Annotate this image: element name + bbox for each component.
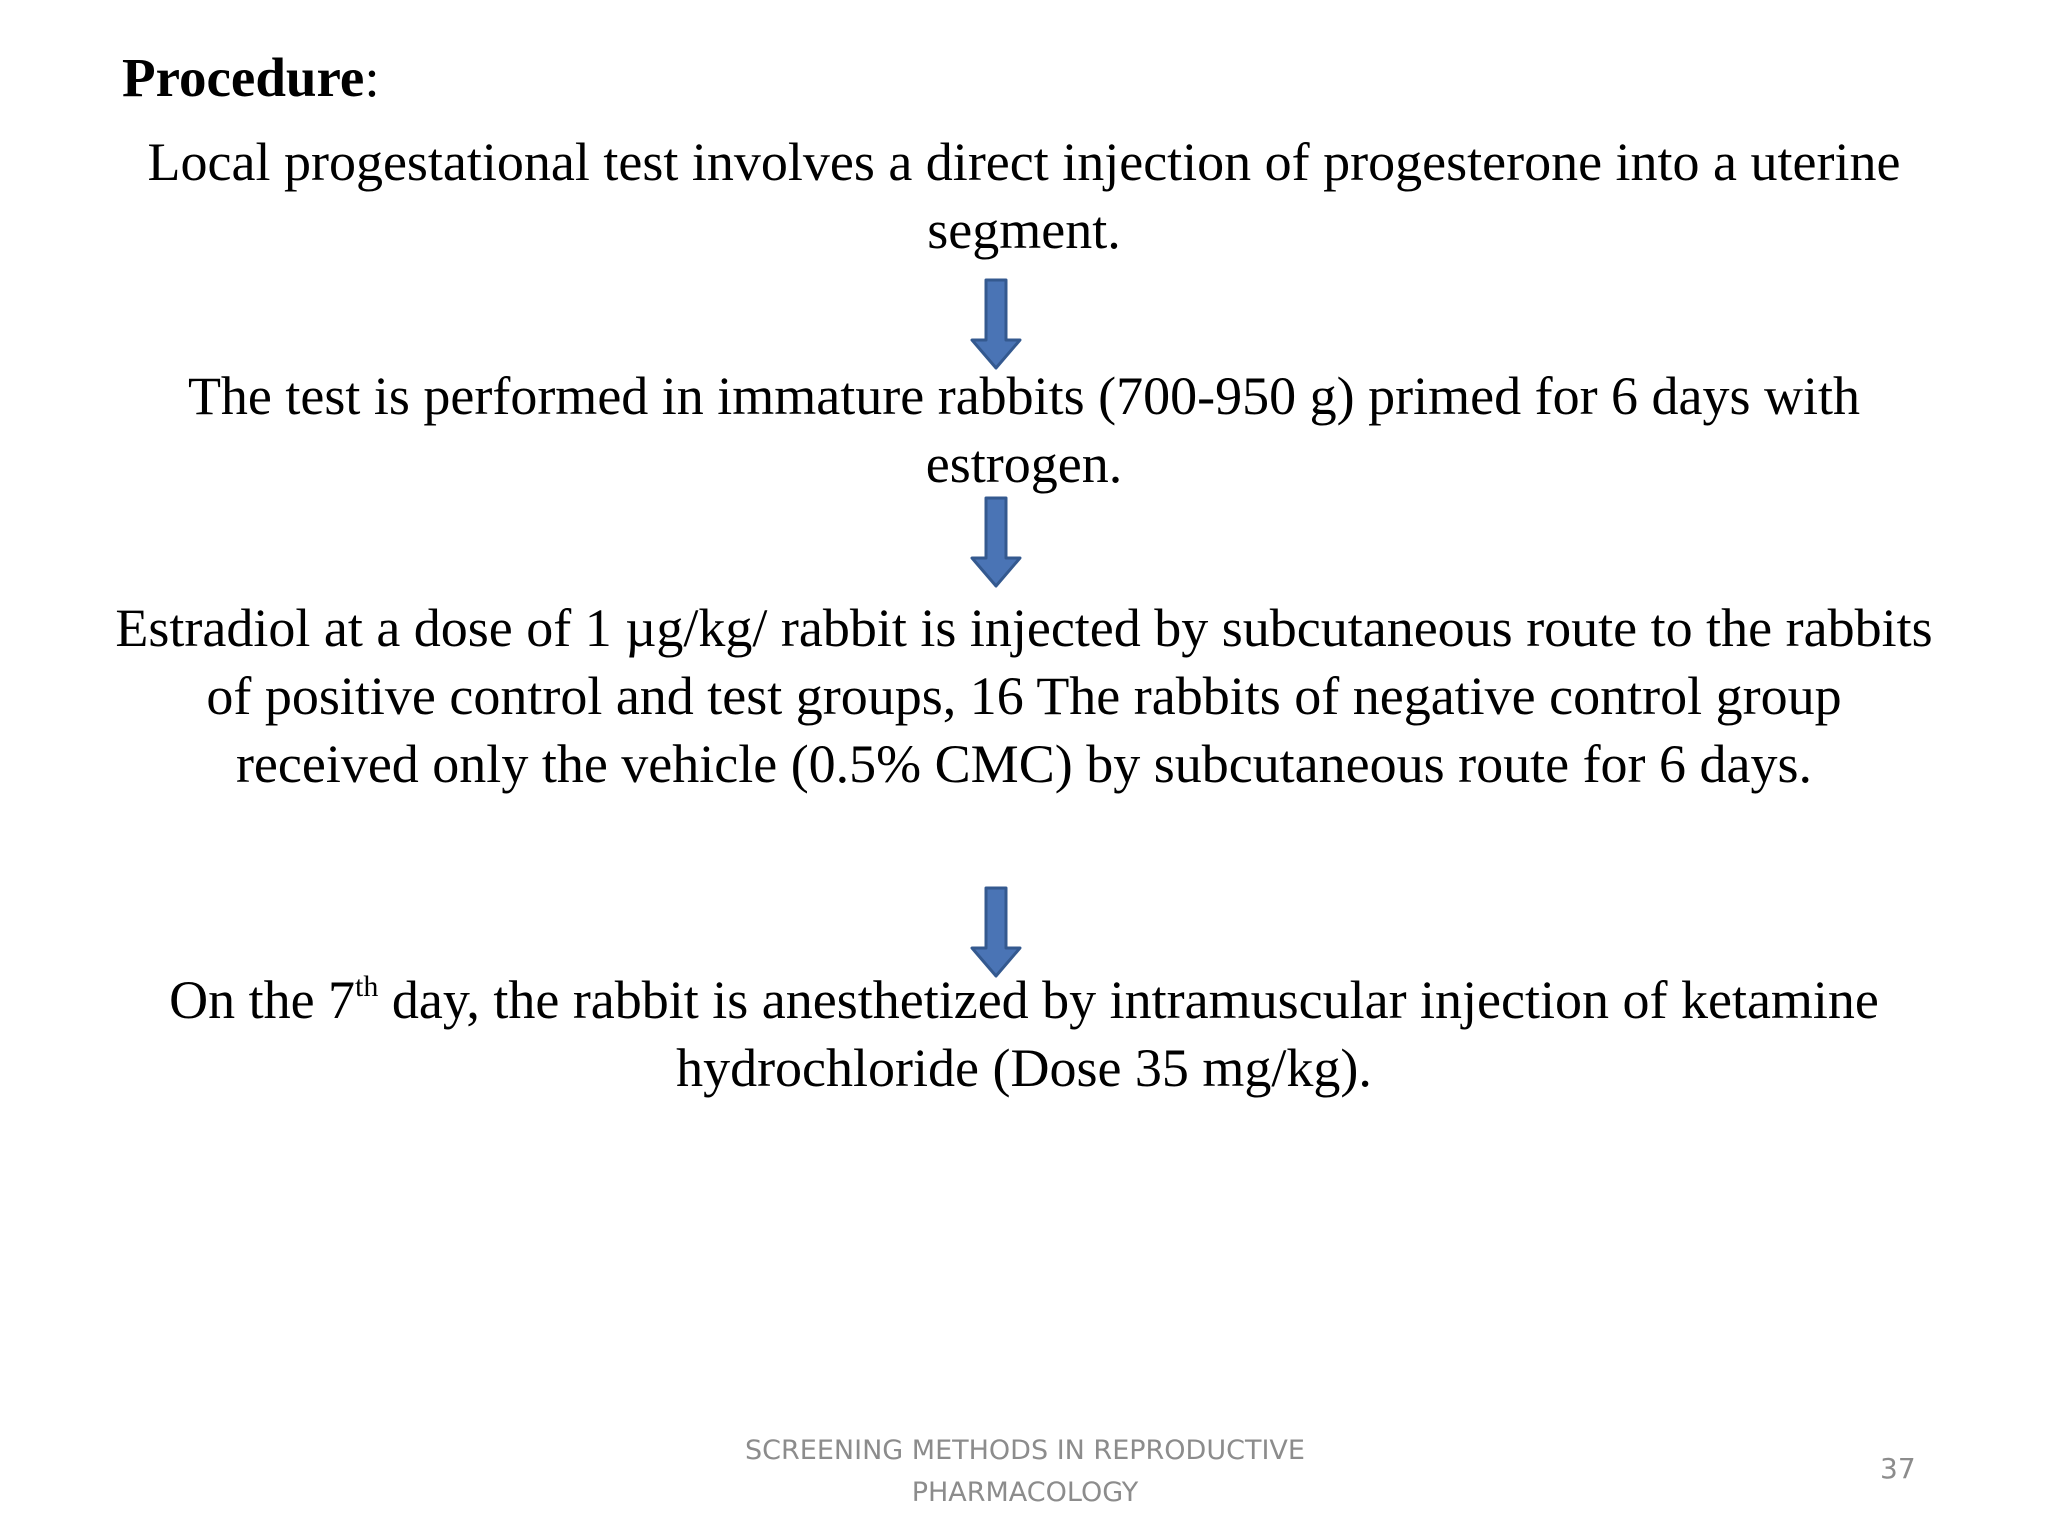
step-4-suffix: day, the rabbit is anesthetized by intramuscular injection of ketamine hydrochloride (Dose 35 mg/kg). (378, 970, 1879, 1098)
slide-footer: SCREENING METHODS IN REPRODUCTIVE PHARMACOLOGY (745, 1435, 1305, 1508)
page-number: 37 (1880, 1452, 1916, 1485)
procedure-step-2: The test is performed in immature rabbits (700-950 g) primed for 6 days with estrogen. (187, 366, 1861, 494)
down-arrow-icon (968, 278, 1024, 370)
down-arrow-icon (968, 496, 1024, 588)
heading-colon: : (364, 47, 380, 108)
procedure-step-4 (110, 966, 1938, 1102)
down-arrow-icon (968, 886, 1024, 978)
procedure-step-3: Estradiol at a dose of 1 µg/kg/ rabbit is injected by subcutaneous route to the rabbits of positive control and test groups, 16 The rabbits of negative control group received only the vehicle (0.5% CMC) by subcutaneous route for 6 days. (115, 598, 1933, 794)
slide-heading (122, 45, 380, 111)
heading-bold: Procedure (122, 47, 365, 108)
step-4-superscript: th (355, 970, 379, 1003)
procedure-step-1: Local progestational test involves a direct injection of progesterone into a uterine segment. (147, 132, 1901, 260)
step-4-prefix: On the 7 (169, 970, 356, 1030)
